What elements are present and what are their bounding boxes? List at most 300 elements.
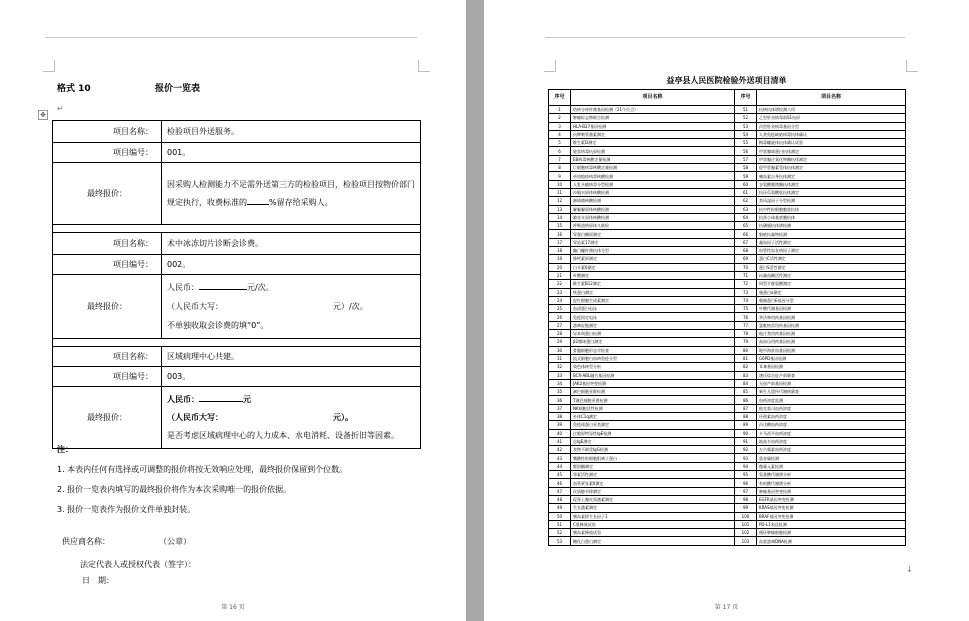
row-item-cell[interactable]: 胰岛素样生长因子1: [571, 512, 735, 520]
row-index-cell[interactable]: 21: [549, 271, 571, 279]
table-row: [549, 429, 906, 437]
row-item-cell[interactable]: 胃泌素17测定: [571, 238, 735, 246]
quote-note: 不单独收取会诊费的填“0”。: [167, 321, 269, 330]
row-item-cell[interactable]: 无创产前基因检测: [757, 379, 906, 387]
row-index-cell[interactable]: 71: [735, 271, 757, 279]
row-item-cell[interactable]: 脂蛋白a测定: [757, 288, 906, 296]
row-index-cell[interactable]: 85: [735, 388, 757, 396]
row-index-cell[interactable]: 95: [735, 471, 757, 479]
final-quote-label: 最终报价：: [53, 163, 162, 225]
row-item-cell[interactable]: 轮状病毒抗原检测: [571, 147, 735, 155]
row-index-cell[interactable]: 82: [735, 363, 757, 371]
row-item-cell[interactable]: 卡马西平血药浓度: [757, 429, 906, 437]
row-index-cell[interactable]: 69: [735, 255, 757, 263]
table-row: [549, 130, 906, 138]
row-index-cell[interactable]: 73: [735, 288, 757, 296]
notes-section: [57, 440, 347, 520]
final-quote-value[interactable]: [162, 163, 421, 225]
row-item-cell[interactable]: 循环肿瘤细胞检测: [757, 529, 906, 537]
row-index-cell[interactable]: 61: [735, 188, 757, 196]
row-item-cell[interactable]: HLA-B27基因检测: [571, 122, 735, 130]
row-item-cell[interactable]: 抗肾小球基底膜抗体: [757, 213, 906, 221]
table-row: [549, 122, 906, 130]
row-index-cell[interactable]: 96: [735, 479, 757, 487]
row-index-cell[interactable]: 27: [549, 321, 571, 329]
row-item-cell[interactable]: EB病毒核酸定量检测: [571, 155, 735, 163]
row-index-cell[interactable]: 15: [549, 222, 571, 230]
row-item-cell[interactable]: 梅毒螺旋体抗体确认试验: [757, 139, 906, 147]
row-index-cell[interactable]: 18: [549, 247, 571, 255]
date-label: 日 期：: [82, 576, 114, 585]
row-item-cell[interactable]: 食物不耐受IgG检测: [571, 446, 735, 454]
row-index-cell[interactable]: 23: [549, 288, 571, 296]
row-item-cell[interactable]: 地高辛血药浓度: [757, 437, 906, 445]
table-row: [549, 188, 906, 196]
row-item-cell[interactable]: 有机酸代谢谱分析: [757, 479, 906, 487]
table-row: [549, 487, 906, 495]
row-item-cell[interactable]: 结核分枝杆菌基因检测（21个位点）: [571, 106, 735, 114]
row-index-cell[interactable]: 37: [549, 404, 571, 412]
row-item-cell[interactable]: 促红细胞生成素测定: [571, 296, 735, 304]
row-index-cell[interactable]: 17: [549, 238, 571, 246]
table-row: [549, 421, 906, 429]
row-index-cell[interactable]: 48: [549, 495, 571, 503]
row-index-cell[interactable]: 92: [735, 446, 757, 454]
row-index-cell[interactable]: 75: [735, 305, 757, 313]
row-item-cell[interactable]: PD-L1表达检测: [757, 520, 906, 528]
table-row: [549, 313, 906, 321]
row-item-cell[interactable]: 促肾上腺皮质激素测定: [571, 495, 735, 503]
row-item-cell[interactable]: 幽门螺杆菌抗体分型: [571, 247, 735, 255]
row-index-cell[interactable]: 84: [735, 379, 757, 387]
row-item-cell[interactable]: 胰岛素释放试验: [571, 529, 735, 537]
row-index-cell[interactable]: 12: [549, 197, 571, 205]
row-index-cell[interactable]: 81: [735, 354, 757, 362]
row-index-cell[interactable]: 74: [735, 296, 757, 304]
row-item-cell[interactable]: 补体C1q测定: [571, 412, 735, 420]
row-index-cell[interactable]: 55: [735, 139, 757, 147]
row-item-cell[interactable]: 华法林用药基因检测: [757, 313, 906, 321]
row-index-cell[interactable]: 62: [735, 197, 757, 205]
row-index-cell[interactable]: 6: [549, 147, 571, 155]
header-item-name[interactable]: 项目名称: [757, 90, 906, 106]
row-index-cell[interactable]: 103: [735, 537, 757, 545]
table-row: [549, 271, 906, 279]
row-item-cell[interactable]: 免疫固定电泳: [571, 313, 735, 321]
row-item-cell[interactable]: 狼疮抗凝物检测: [757, 230, 906, 238]
row-item-cell[interactable]: 生长激素测定: [571, 504, 735, 512]
supplier-label: 供应商名称：: [62, 537, 110, 546]
crop-mark-top-right: [418, 60, 430, 72]
row-index-cell[interactable]: 93: [735, 454, 757, 462]
row-index-cell[interactable]: 35: [549, 388, 571, 396]
row-index-cell[interactable]: 76: [735, 313, 757, 321]
row-index-cell[interactable]: 100: [735, 512, 757, 520]
table-row: [549, 106, 906, 114]
project-name-label: 项目名称：: [53, 233, 162, 255]
rmb-amount-blank[interactable]: [199, 289, 247, 290]
row-item-cell[interactable]: 氯吡格雷用药基因检测: [757, 321, 906, 329]
row-index-cell[interactable]: 25: [549, 305, 571, 313]
row-index-cell[interactable]: 68: [735, 247, 757, 255]
row-item-cell[interactable]: 抗中性粒细胞胞浆抗体: [757, 205, 906, 213]
row-index-cell[interactable]: 28: [549, 330, 571, 338]
row-item-cell[interactable]: 白介素6测定: [571, 263, 735, 271]
table-row: [549, 379, 906, 387]
row-index-cell[interactable]: 41: [549, 437, 571, 445]
row-item-cell[interactable]: 抗缪勒管激素测定: [571, 130, 735, 138]
row-index-cell[interactable]: 4: [549, 130, 571, 138]
row-index-cell[interactable]: 70: [735, 263, 757, 271]
row-index-cell[interactable]: 10: [549, 180, 571, 188]
row-item-cell[interactable]: 嗜酸性粒细胞阳离子蛋白: [571, 454, 735, 462]
row-item-cell[interactable]: 免疫球蛋白亚类测定: [571, 421, 735, 429]
row-index-cell[interactable]: 38: [549, 412, 571, 420]
row-item-cell[interactable]: 过敏原特异性IgE检测: [571, 429, 735, 437]
row-item-cell[interactable]: 同型半胱氨酸测定: [757, 280, 906, 288]
quote-text-line2: 规定执行，收费标准的 %留存给采购人。: [167, 197, 333, 207]
row-index-cell[interactable]: 56: [735, 147, 757, 155]
row-item-cell[interactable]: 抗环瓜氨酸肽抗体测定: [757, 188, 906, 196]
supplier-line: [62, 536, 191, 547]
page-number-17: 第 17 页: [714, 604, 739, 611]
row-item-cell[interactable]: 肺炎支原体核酸检测: [571, 213, 735, 221]
row-item-cell[interactable]: 血浆游离DNA检测: [757, 537, 906, 545]
row-index-cell[interactable]: 98: [735, 495, 757, 503]
project-no-label: 项目编号：: [53, 255, 162, 275]
row-item-cell[interactable]: 万古霉素血药浓度: [757, 446, 906, 454]
header-index[interactable]: 序号: [735, 90, 757, 106]
row-index-cell[interactable]: 42: [549, 446, 571, 454]
table-row: [549, 321, 906, 329]
row-index-cell[interactable]: 34: [549, 379, 571, 387]
items-table: [548, 89, 906, 546]
table-row: [549, 363, 906, 371]
row-index-cell[interactable]: 30: [549, 346, 571, 354]
table-row: [549, 222, 906, 230]
table-row: [549, 205, 906, 213]
table-row: [549, 396, 906, 404]
row-item-cell[interactable]: 降钙素原测定: [571, 255, 735, 263]
row-index-cell[interactable]: 94: [735, 462, 757, 470]
row-item-cell[interactable]: 微量元素检测: [757, 462, 906, 470]
row-item-cell[interactable]: 抗磷脂抗体谱检测: [757, 222, 906, 230]
table-row: [549, 238, 906, 246]
row-index-cell[interactable]: 40: [549, 429, 571, 437]
row-item-cell[interactable]: 血管紧张素II测定: [571, 479, 735, 487]
percent-blank[interactable]: [247, 204, 269, 205]
row-index-cell[interactable]: 78: [735, 330, 757, 338]
row-index-cell[interactable]: 58: [735, 164, 757, 172]
row-item-cell[interactable]: 唐氏综合征产前筛查: [757, 371, 906, 379]
header-item-name[interactable]: 项目名称: [571, 90, 735, 106]
row-index-cell[interactable]: 54: [735, 130, 757, 138]
row-item-cell[interactable]: 胰岛素自身抗体测定: [757, 172, 906, 180]
project-no-value[interactable]: 002。: [162, 255, 421, 275]
table-row: [549, 529, 906, 537]
row-item-cell[interactable]: 地中海贫血基因检测: [757, 346, 906, 354]
row-item-cell[interactable]: NK细胞活性检测: [571, 404, 735, 412]
row-item-cell[interactable]: 游离轻链测定: [571, 321, 735, 329]
row-item-cell[interactable]: β2微球蛋白测定: [571, 338, 735, 346]
row-index-cell[interactable]: 43: [549, 454, 571, 462]
row-item-cell[interactable]: 人类免疫缺陷病毒抗体确认: [757, 130, 906, 138]
project-name-label: 项目名称：: [53, 121, 162, 143]
row-item-cell[interactable]: 铁蛋白测定: [571, 288, 735, 296]
table-row: [549, 330, 906, 338]
project-no-label: 项目编号：: [53, 143, 162, 163]
row-index-cell[interactable]: 2: [549, 114, 571, 122]
row-item-cell[interactable]: 新生儿遗传代谢病筛查: [757, 388, 906, 396]
final-quote-label: 最终报价：: [53, 275, 162, 339]
row-index-cell[interactable]: 60: [735, 180, 757, 188]
row-item-cell[interactable]: G6PD基因检测: [757, 354, 906, 362]
table-row: [549, 404, 906, 412]
row-item-cell[interactable]: 凝血因子活性测定: [757, 238, 906, 246]
quote-table: [52, 120, 421, 449]
table-row: [549, 520, 906, 528]
row-item-cell[interactable]: 抗凝血酶活性测定: [757, 271, 906, 279]
table-row: [549, 504, 906, 512]
row-index-cell[interactable]: 49: [549, 504, 571, 512]
row-index-cell[interactable]: 52: [735, 114, 757, 122]
row-item-cell[interactable]: 胃蛋白酶原测定: [571, 230, 735, 238]
row-index-cell[interactable]: 9: [549, 172, 571, 180]
table-row: [549, 288, 906, 296]
row-index-cell[interactable]: 50: [549, 512, 571, 520]
table-row: [549, 446, 906, 454]
project-no-value[interactable]: 003。: [162, 367, 421, 387]
row-index-cell[interactable]: 97: [735, 487, 757, 495]
row-index-cell[interactable]: 66: [735, 230, 757, 238]
row-item-cell[interactable]: BCR-ABL融合基因检测: [571, 371, 735, 379]
row-index-cell[interactable]: 79: [735, 338, 757, 346]
row-index-cell[interactable]: 8: [549, 164, 571, 172]
row-item-cell[interactable]: 皮质醇节律测定: [571, 487, 735, 495]
row-item-cell[interactable]: 他汀类用药基因检测: [757, 330, 906, 338]
row-item-cell[interactable]: 肿瘤标志物联合检测: [571, 114, 735, 122]
table-row: [549, 354, 906, 362]
row-index-cell[interactable]: 32: [549, 363, 571, 371]
project-name-value[interactable]: 区域病理中心共建。: [162, 347, 421, 367]
row-index-cell[interactable]: 87: [735, 404, 757, 412]
table-row: [549, 471, 906, 479]
row-item-cell[interactable]: 流式细胞白血病免疫分型: [571, 354, 735, 362]
row-index-cell[interactable]: 65: [735, 222, 757, 230]
row-item-cell[interactable]: KRAS基因突变检测: [757, 504, 906, 512]
row-item-cell[interactable]: EGFR基因突变检测: [757, 495, 906, 503]
header-index[interactable]: 序号: [549, 90, 571, 106]
crop-mark-top-right: [906, 60, 918, 72]
row-item-cell[interactable]: 谷氨酸脱羧酶抗体测定: [757, 180, 906, 188]
table-row: [549, 263, 906, 271]
row-index-cell[interactable]: 101: [735, 520, 757, 528]
row-index-cell[interactable]: 11: [549, 188, 571, 196]
seal-label: （公章）: [159, 537, 192, 546]
row-index-cell[interactable]: 77: [735, 321, 757, 329]
note-item: 1. 本表内任何有选择或可调整的报价将按无效响应处理，最终报价保留到个位数。: [57, 465, 348, 474]
row-item-cell[interactable]: 促甲状腺素受体抗体测定: [757, 164, 906, 172]
row-item-cell[interactable]: 肾素活性测定: [571, 471, 735, 479]
row-item-cell[interactable]: 单纯疱疹病毒核酸检测: [571, 172, 735, 180]
row-index-cell[interactable]: 83: [735, 371, 757, 379]
row-index-cell[interactable]: 3: [549, 122, 571, 130]
table-row: [549, 346, 906, 354]
project-name-label: 项目名称：: [53, 347, 162, 367]
row-item-cell[interactable]: 总IgE测定: [571, 437, 735, 445]
rmb-upper-line: （人民币大写： 元）。: [167, 412, 353, 422]
table-row: [549, 180, 906, 188]
row-item-cell[interactable]: 重金属检测: [757, 454, 906, 462]
row-item-cell[interactable]: 淋球菌核酸检测: [571, 197, 735, 205]
row-index-cell[interactable]: 53: [549, 537, 571, 545]
row-index-cell[interactable]: 52: [549, 529, 571, 537]
table-row: [549, 537, 906, 545]
row-item-cell[interactable]: 人乳头瘤病毒分型检测: [571, 180, 735, 188]
row-item-cell[interactable]: 血清蛋白电泳: [571, 305, 735, 313]
row-item-cell[interactable]: 丙型肝炎病毒基因分型: [757, 122, 906, 130]
row-index-cell[interactable]: 16: [549, 230, 571, 238]
row-item-cell[interactable]: 氨基酸代谢谱分析: [757, 471, 906, 479]
crop-mark-top-left: [544, 60, 556, 72]
row-index-cell[interactable]: 51: [549, 520, 571, 528]
row-index-cell[interactable]: 64: [735, 213, 757, 221]
row-item-cell[interactable]: 维生素B12测定: [571, 280, 735, 288]
row-index-cell[interactable]: 90: [735, 429, 757, 437]
row-item-cell[interactable]: 耳聋基因检测: [757, 363, 906, 371]
row-index-cell[interactable]: 47: [549, 487, 571, 495]
row-index-cell[interactable]: 26: [549, 313, 571, 321]
row-item-cell[interactable]: 环孢素血药浓度: [757, 412, 906, 420]
table-row: [549, 155, 906, 163]
row-index-cell[interactable]: 72: [735, 280, 757, 288]
table-row: [549, 255, 906, 263]
table-row: [549, 230, 906, 238]
list-title: 益亭县人民医院检验外送项目清单: [666, 76, 787, 85]
row-item-cell[interactable]: 乙型肝炎病毒前S1抗原: [757, 114, 906, 122]
row-item-cell[interactable]: 淋巴细胞亚群检测: [571, 388, 735, 396]
row-item-cell[interactable]: C肽释放试验: [571, 520, 735, 528]
table-row: [549, 479, 906, 487]
row-index-cell[interactable]: 86: [735, 396, 757, 404]
row-item-cell[interactable]: 醛固酮测定: [571, 462, 735, 470]
row-item-cell[interactable]: 蛋白S活性测定: [757, 263, 906, 271]
row-item-cell[interactable]: 载脂蛋白E基因分型: [757, 296, 906, 304]
table-row: [549, 139, 906, 147]
row-item-cell[interactable]: 染色体核型分析: [571, 363, 735, 371]
row-index-cell[interactable]: 102: [735, 529, 757, 537]
form-title: 报价一览表: [155, 84, 201, 94]
row-index-cell[interactable]: 7: [549, 155, 571, 163]
rmb-amount-blank[interactable]: [199, 401, 243, 402]
row-item-cell[interactable]: BRAF基因突变检测: [757, 512, 906, 520]
table-row: [549, 147, 906, 155]
row-item-cell[interactable]: 尿本周蛋白检测: [571, 330, 735, 338]
row-index-cell[interactable]: 5: [549, 139, 571, 147]
table-row: [549, 296, 906, 304]
table-row: [549, 412, 906, 420]
table-row: [549, 305, 906, 313]
final-quote-value[interactable]: [162, 275, 421, 339]
project-no-value[interactable]: 001。: [162, 143, 421, 163]
table-row: [549, 114, 906, 122]
row-index-cell[interactable]: 91: [735, 437, 757, 445]
paragraph-mark-icon: ↵: [57, 104, 64, 113]
row-index-cell[interactable]: 46: [549, 479, 571, 487]
row-index-cell[interactable]: 63: [735, 205, 757, 213]
row-item-cell[interactable]: 骨髓细胞形态学检查: [571, 346, 735, 354]
row-item-cell[interactable]: 血药浓度监测: [757, 396, 906, 404]
row-item-cell[interactable]: 维生素D测定: [571, 139, 735, 147]
row-index-cell[interactable]: 89: [735, 421, 757, 429]
note-item: 2. 报价一览表内填写的最终报价将作为本次采购唯一的报价依据。: [57, 485, 292, 494]
row-item-cell[interactable]: 甲状腺球蛋白抗体测定: [757, 147, 906, 155]
row-index-cell[interactable]: 33: [549, 371, 571, 379]
row-item-cell[interactable]: 糖化白蛋白测定: [571, 537, 735, 545]
row-item-cell[interactable]: 巨细胞病毒核酸定量检测: [571, 164, 735, 172]
row-item-cell[interactable]: 甲状腺过氧化物酶抗体测定: [757, 155, 906, 163]
row-item-cell[interactable]: 丙戊酸血药浓度: [757, 421, 906, 429]
row-item-cell[interactable]: 解脲脲原体核酸检测: [571, 205, 735, 213]
row-index-cell[interactable]: 24: [549, 296, 571, 304]
row-index-cell[interactable]: 20: [549, 263, 571, 271]
row-item-cell[interactable]: 血管性血友病因子测定: [757, 247, 906, 255]
table-move-handle-icon[interactable]: ✥: [38, 110, 48, 120]
row-index-cell[interactable]: 45: [549, 471, 571, 479]
row-index-cell[interactable]: 31: [549, 354, 571, 362]
row-item-cell[interactable]: 类风湿因子分型检测: [757, 197, 906, 205]
row-index-cell[interactable]: 13: [549, 205, 571, 213]
row-item-cell[interactable]: 他克莫司血药浓度: [757, 404, 906, 412]
row-index-cell[interactable]: 36: [549, 396, 571, 404]
row-index-cell[interactable]: 57: [735, 155, 757, 163]
row-index-cell[interactable]: 59: [735, 172, 757, 180]
row-item-cell[interactable]: 高血压用药基因检测: [757, 338, 906, 346]
row-index-cell[interactable]: 99: [735, 504, 757, 512]
table-row: [549, 172, 906, 180]
row-item-cell[interactable]: 抗核抗体谱检测八项: [757, 106, 906, 114]
row-item-cell[interactable]: 肿瘤基因突变检测: [757, 487, 906, 495]
table-row: [549, 437, 906, 445]
table-row: [549, 280, 906, 288]
row-index-cell[interactable]: 14: [549, 213, 571, 221]
row-index-cell[interactable]: 44: [549, 462, 571, 470]
row-index-cell[interactable]: 1: [549, 106, 571, 114]
project-name-value[interactable]: 术中冰冻切片诊断会诊费。: [162, 233, 421, 255]
row-index-cell[interactable]: 53: [735, 122, 757, 130]
row-item-cell[interactable]: 沙眼衣原体核酸检测: [571, 188, 735, 196]
row-item-cell[interactable]: JAK2基因突变检测: [571, 379, 735, 387]
row-index-cell[interactable]: 19: [549, 255, 571, 263]
row-item-cell[interactable]: 蛋白C活性测定: [757, 255, 906, 263]
project-name-value[interactable]: 检验项目外送服务。: [162, 121, 421, 143]
row-index-cell[interactable]: 29: [549, 338, 571, 346]
row-index-cell[interactable]: 22: [549, 280, 571, 288]
row-item-cell[interactable]: 叶酸测定: [571, 271, 735, 279]
row-index-cell[interactable]: 88: [735, 412, 757, 420]
row-item-cell[interactable]: T淋巴细胞亚群检测: [571, 396, 735, 404]
quote-note: 是否考虑区域病理中心的人力成本、水电消耗、设备折旧等因素。: [167, 430, 399, 440]
final-quote-label: 最终报价：: [53, 387, 162, 449]
table-row: [549, 164, 906, 172]
row-index-cell[interactable]: 39: [549, 421, 571, 429]
row-item-cell[interactable]: 呼吸道病原体九联检: [571, 222, 735, 230]
row-index-cell[interactable]: 80: [735, 346, 757, 354]
row-item-cell[interactable]: 叶酸代谢基因检测: [757, 305, 906, 313]
row-index-cell[interactable]: 67: [735, 238, 757, 246]
row-index-cell[interactable]: 51: [735, 106, 757, 114]
form-number: 格式 10: [57, 84, 91, 94]
